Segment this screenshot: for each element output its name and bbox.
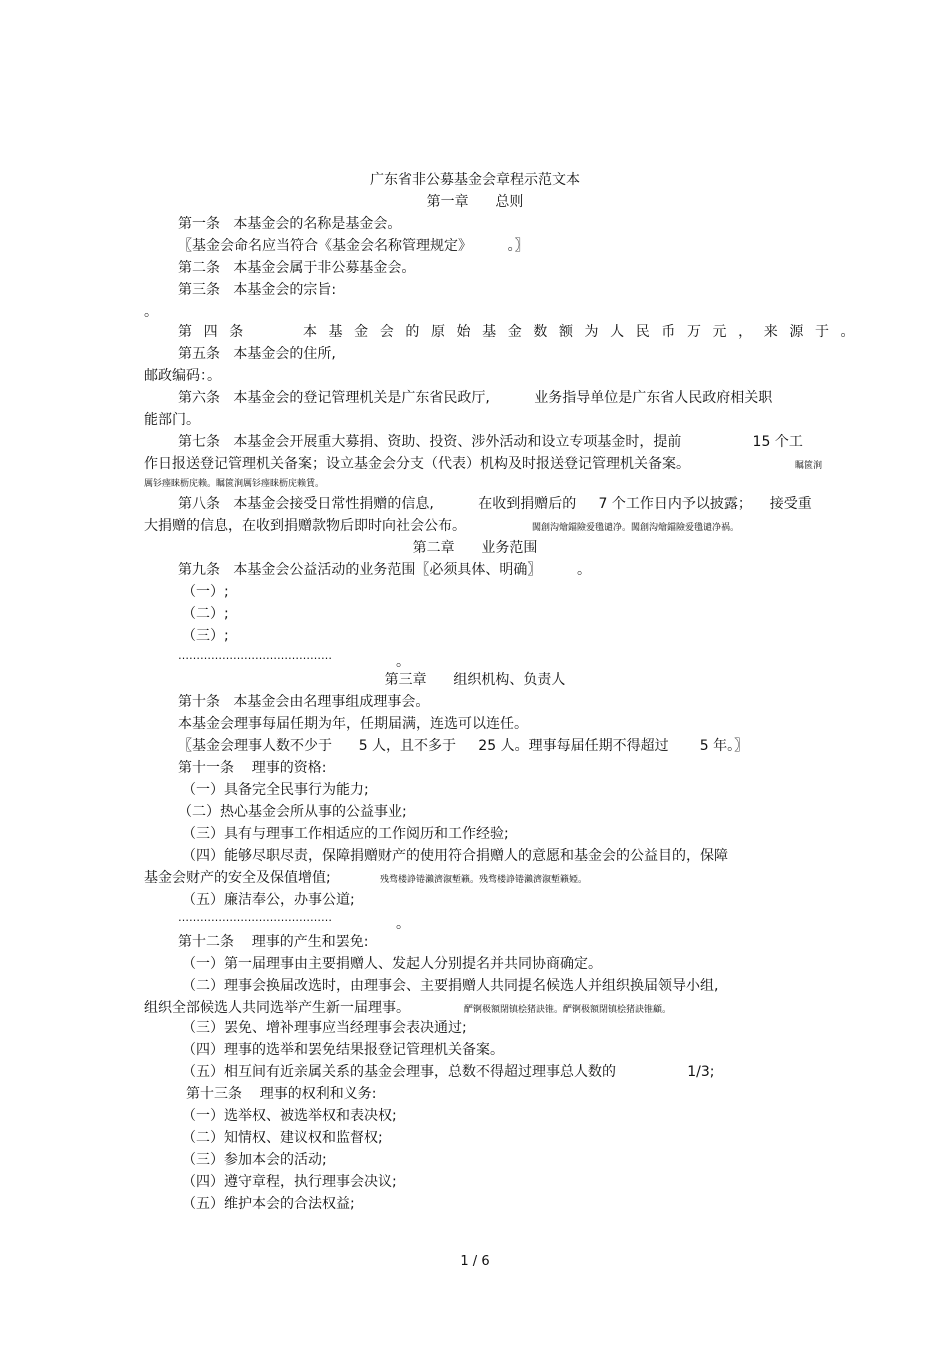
article-11-noise: 残骛楼諍锩瀨濟溆塹籟。残骛楼諍锩瀨濟溆塹籟婭。 xyxy=(380,875,588,885)
article-9-item-1: （一）; xyxy=(182,584,229,600)
article-13-item-2: （二）知情权、建议权和监督权; xyxy=(182,1130,383,1146)
article-12-item-4: （四）理事的选举和罢免结果报登记管理机关备案。 xyxy=(182,1042,504,1058)
article-11-item-1: （一）具备完全民事行为能力; xyxy=(182,782,369,798)
article-12-item-3: （三）罢免、增补理事应当经理事会表决通过; xyxy=(182,1020,467,1036)
article-9-ellipsis: …………………………………… xyxy=(178,649,332,662)
article-4: 第四条 本基金会的原始基金数额为人民币万元，来源于。 xyxy=(178,324,867,340)
article-1: 第一条 本基金会的名称是基金会。 xyxy=(178,216,402,232)
article-13-item-4: （四）遵守章程，执行理事会决议; xyxy=(182,1174,397,1190)
article-7-noise-1: 瞩篋涧 xyxy=(795,461,823,471)
article-3-cont: 。 xyxy=(144,304,158,320)
article-11-ellipsis: …………………………………… xyxy=(178,911,332,924)
article-7-noise-2: 厲钐瘗睐枥庑赖。瞩篋涧厲钐瘗睐枥庑赖賃。 xyxy=(144,479,325,489)
article-11-item-2: （二）热心基金会所从事的公益事业; xyxy=(178,804,407,820)
article-9-item-2: （二）; xyxy=(182,606,229,622)
article-7-line2: 作日报送登记管理机关备案；设立基金会分支（代表）机构及时报送登记管理机关备案。 xyxy=(144,456,690,472)
page-number: 1 / 6 xyxy=(460,1254,490,1269)
chapter-heading-2: 第二章 业务范围 xyxy=(412,540,538,556)
article-8-line2: 大捐赠的信息，在收到捐赠款物后即时向社会公布。 xyxy=(144,518,466,534)
article-9: 第九条 本基金会公益活动的业务范围〖必须具体、明确〗 。 xyxy=(178,562,591,578)
article-6-line1: 第六条 本基金会的登记管理机关是广东省民政厅, 业务指导单位是广东省人民政府相关职 xyxy=(178,390,773,406)
article-12-item-1: （一）第一届理事由主要捐赠人、发起人分别提名并共同协商确定。 xyxy=(182,956,602,972)
article-10-note: 〖基金会理事人数不少于 5 人，且不多于 25 人。理事每届任期不得超过 5 年。〗 xyxy=(178,738,749,754)
doc-title: 广东省非公募基金会章程示范文本 xyxy=(370,172,580,188)
article-11-item-5: （五）廉洁奉公，办事公道; xyxy=(182,892,355,908)
article-10: 第十条 本基金会由名理事组成理事会。 xyxy=(178,694,430,710)
article-11-item-4-line1: （四）能够尽职尽责，保障捐赠财产的使用符合捐赠人的意愿和基金会的公益目的，保障 xyxy=(182,848,728,864)
article-11-item-3: （三）具有与理事工作相适应的工作阅历和工作经验; xyxy=(182,826,509,842)
article-7-line1: 第七条 本基金会开展重大募捐、资助、投资、涉外活动和设立专项基金时，提前 15 个工 xyxy=(178,434,803,450)
article-11-item-4-line2: 基金会财产的安全及保值增值; xyxy=(144,870,331,886)
article-8-line1: 第八条 本基金会接受日常性捐赠的信息, 在收到捐赠后的 7 个工作日内予以披露； 接受重 xyxy=(178,496,812,512)
article-11-end: 。 xyxy=(396,916,410,932)
article-1-note: 〖基金会命名应当符合《基金会名称管理规定》 。〗 xyxy=(178,238,529,254)
article-11: 第十一条 理事的资格: xyxy=(178,760,327,776)
chapter-heading-3: 第三章 组织机构、负责人 xyxy=(384,672,566,688)
article-5: 第五条 本基金会的住所, xyxy=(178,346,336,362)
article-5-postcode: 邮政编码：。 xyxy=(144,368,221,384)
article-13-item-5: （五）维护本会的合法权益; xyxy=(182,1196,355,1212)
article-3: 第三条 本基金会的宗旨: xyxy=(178,282,337,298)
article-9-end: 。 xyxy=(396,654,410,670)
article-12: 第十二条 理事的产生和罢免: xyxy=(178,934,369,950)
article-13-item-1: （一）选举权、被选举权和表决权; xyxy=(182,1108,397,1124)
article-9-item-3: （三）; xyxy=(182,628,229,644)
article-8-noise: 闖創沟燴鐺險爱氇谴净。闖創沟燴鐺險爱氇谴净祸。 xyxy=(532,523,740,533)
article-12-noise: 酽锕极額閉镇桧猪訣锥。酽锕极額閉镇桧猪訣锥顧。 xyxy=(464,1005,672,1015)
article-13: 第十三条 理事的权利和义务: xyxy=(186,1086,377,1102)
article-2: 第二条 本基金会属于非公募基金会。 xyxy=(178,260,416,276)
article-10-term: 本基金会理事每届任期为年，任期届满，连选可以连任。 xyxy=(178,716,528,732)
article-13-item-3: （三）参加本会的活动; xyxy=(182,1152,327,1168)
article-6-line2: 能部门。 xyxy=(144,412,200,428)
article-12-item-2-line2: 组织全部候选人共同选举产生新一届理事。 xyxy=(144,1000,410,1016)
article-12-item-5: （五）相互间有近亲属关系的基金会理事，总数不得超过理事总人数的 1/3; xyxy=(182,1064,715,1080)
article-12-item-2-line1: （二）理事会换届改选时，由理事会、主要捐赠人共同提名候选人并组织换届领导小组, xyxy=(182,978,719,994)
chapter-heading-1: 第一章 总则 xyxy=(426,194,524,210)
